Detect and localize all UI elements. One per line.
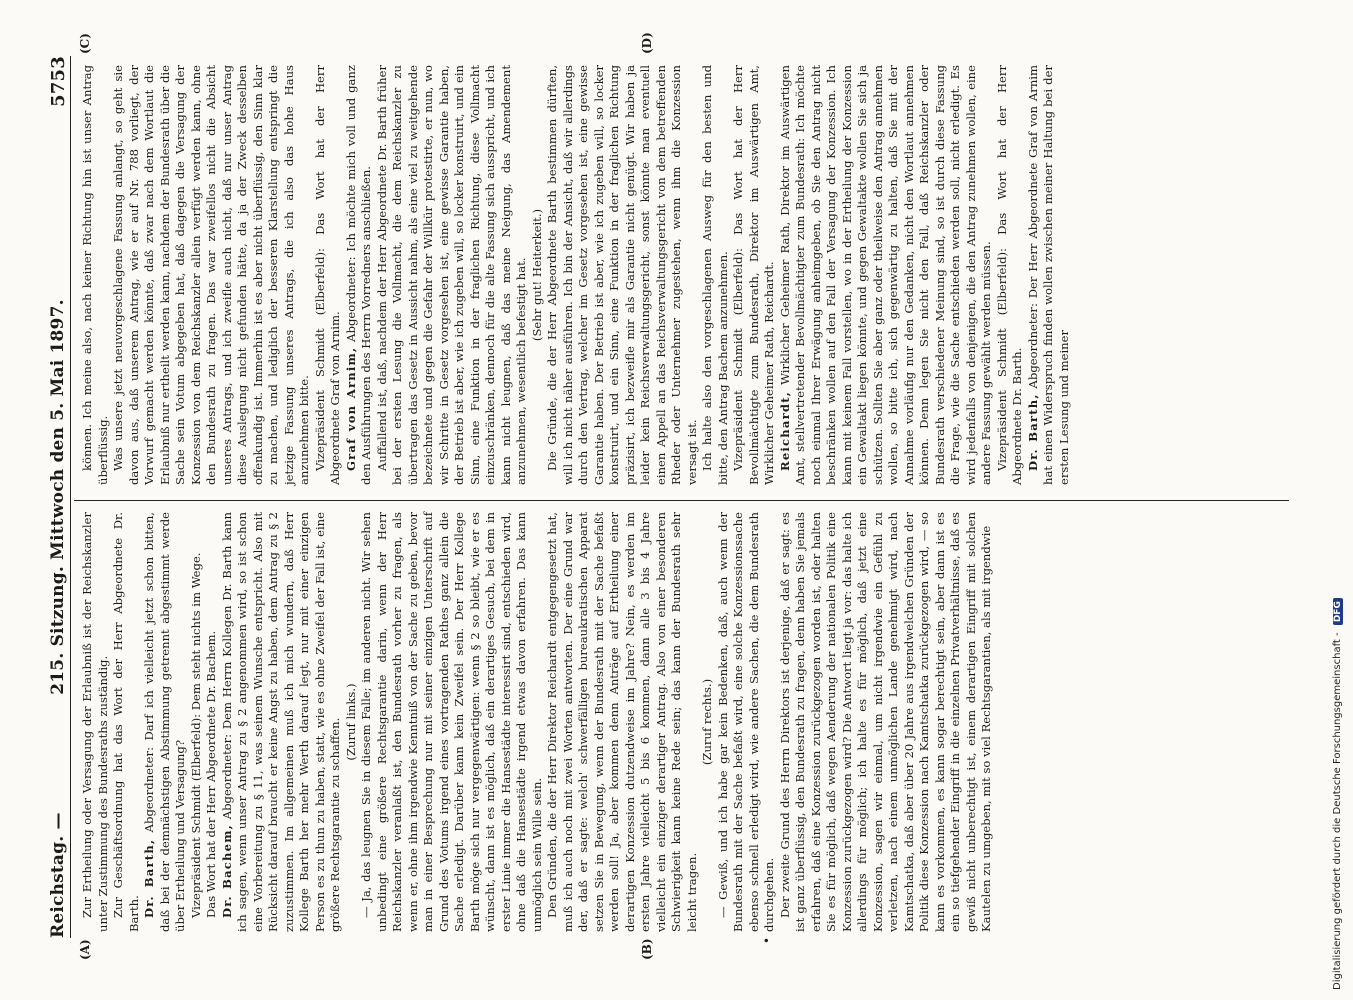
stage-direction [530, 65, 546, 485]
paragraph [80, 512, 111, 932]
paragraph [204, 512, 220, 932]
paragraph-text: Vizepräsident Schmidt (Elberfeld): Das Wort hat der Herr Bevollmächtigte zum Bundesrath, Direktor im Auswärtigen Amt, Wirklicher Geheimer Rath, Reichardt. [731, 65, 776, 485]
paragraph [700, 65, 731, 485]
margin-bullet: • [760, 936, 774, 944]
paragraph-text: Vizepräsident Schmidt (Elberfeld): Das Wort hat der Herr Abgeordnete Graf von Arnim. [312, 65, 342, 485]
paragraph [1026, 65, 1073, 485]
left-column [80, 512, 995, 932]
paragraph [375, 65, 530, 485]
paragraph [545, 65, 700, 485]
paragraph-text: Abgeordneter: Der Herr Abgeordnete Graf von Arnim hat einen Widerspruch finden wollen zwischen meiner Haltung bei der ersten Lesung und meiner [1025, 65, 1071, 485]
paragraph-text: Ich halte also den vorgeschlagenen Ausweg für den besten und bitte, den Antrag Bachem anzunehmen. [700, 65, 730, 485]
paragraph-text: — Gewiß, und ich habe gar kein Bedenken, daß, auch wenn der Bundesrath mit der Sache befaßt wird, eine solche Konzessionssache ebenso schnell erledigt wird, wie andere Sachen, die dem Bundesrath durchgehen. [715, 512, 776, 932]
paragraph [731, 65, 778, 485]
margin-label-d: (D) [640, 32, 654, 54]
paragraph-text: (Zuruf links.) [343, 683, 358, 761]
paragraph-text: (Zuruf rechts.) [700, 678, 714, 766]
speaker-name: Dr. Barth, [142, 838, 156, 918]
paragraph [220, 512, 344, 932]
speaker-name: Graf von Arnim, [343, 346, 358, 471]
paragraph-text: Die Gründe, die der Herr Abgeordnete Barth bestimmen dürften, will ich nicht näher ausführen. Ich bin der Ansicht, daß wir allerdings durch den Vertrag, welcher im Gesetz vorgesehen ist, eine gewisse Garantie haben. Der Betrieb ist aber, wie ich zugeben will, so locker konstruirt, und ein Sinn, eine Funktion in der fraglichen Richtung präzisirt, ich bezweifle mir als Garantie nicht genügt. Wir haben ja leider kein Reichsverwaltungsgericht, sonst könnte man eventuell einen Appell an das Reichsverwaltungsgericht von dem betreffenden Rheder oder Unternehmer zugestehen, wenn ihm die Konzession versagt ist. [545, 65, 699, 485]
page-header [44, 56, 72, 938]
paragraph [111, 512, 142, 932]
paragraph [995, 65, 1026, 485]
paragraph [778, 512, 995, 932]
margin-label-a: (A) [78, 939, 92, 960]
paragraph-text: Wirklicher Geheimer Rath, Direktor im Auswärtigen Amt, stellvertretender Bevollmächtigter zum Bundesrath: Ich möchte noch einmal Ihrer Erwägung anheimgeben, ob Sie den Antrag nicht beschränken wollen auf den Fall der Versagung der Konzession. Ich kann mit keinem Fall vorstellen, wo in der Ertheilung der Konzession ein Gewaltakt liegen könnte, und gegen Gewaltakte wollen Sie sich ja schützen. Sollten Sie aber ganz oder theilweise den Antrag annehmen wollen, so bitte ich, sich gegenwärtig zu halten, daß Sie mit der Annahme vorläufig nur den Gedanken, nicht den Wortlaut annehmen können. Denn legen Sie nicht den Fall, daß Reichskanzler oder Bundesrath verschiedener Meinung sind, so ist durch diese Fassung die Frage, wie die Sache entschieden werden soll, nicht erledigt. Es wird jedenfalls von denjenigen, die den Antrag zunehmen wollen, eine andere Fassung gewählt werden müssen. [777, 65, 993, 485]
paragraph-text: Der zweite Grund des Herrn Direktors ist derjenige, daß er sagt: es ist ganz überflüssig, den Bundesrath zu fragen, denn haben Sie jemals erfahren, daß eine Konzession zurückgezogen worden ist, oder halten Sie es für möglich, daß wegen Aenderung der nationalen Politik eine Konzession zurückgezogen wird? Die Antwort liegt ja vor: das halte ich allerdings für möglich; ich halte es für möglich, daß jetzt eine Konzession, sagen wir einmal, um nicht irgendwie ein Gefühl zu verletzen, nach einem unmöglichen Lande genehmigt wird, nach Kamtschatka, daß aber über 20 Jahre aus irgendwelchen Gründen der Politik diese Konzession nach Kamtschatka zurückgezogen wird, — so kann es vorkommen, es kann sogar berechtigt sein, aber dann ist es ein so tiefgehender Eingriff in die einzelnen Privatverhältnisse, daß es gewiß nicht unberechtigt ist, einem derartigen Eingriff mit solchen Kautelen zu umgeben, mit so viel Rechtsgarantien, als mit irgendwie [777, 512, 993, 932]
paragraph-text: Zur Ertheilung oder Versagung der Erlaubniß ist der Reichskanzler unter Zustimmung des Bundesraths zuständig. [80, 512, 110, 932]
paragraph [189, 512, 205, 932]
margin-label-c: (C) [78, 33, 92, 54]
paragraph-text: Auffallend ist, daß, nachdem der Herr Abgeordnete Dr. Barth früher bei der ersten Lesung die Vollmacht, die dem Reichskanzler zu übertragen das Gesetz in Aussicht nahm, als eine viel zu weitgehende bezeichnete und gegen die Gefahr der Willkür protestirte, er nun, wo wir Schritte in Gesetz vorgesehen ist, eine gewisse Garantie haben, der Betrieb ist aber, wie ich zugeben will, so locker konstruirt, und ein Sinn, eine Funktion in der fraglichen Richtung, diese Vollmacht einzuschränken, dennoch für die alte Fassung sich ausspricht, und ich kann nicht leugnen, daß das meine Neigung, das Amendement anzunehmen, wesentlich befestigt hat. [374, 65, 528, 485]
page-number: 5753 [48, 56, 69, 107]
paragraph-text: Zur Geschäftsordnung hat das Wort der Herr Abgeordnete Dr. Barth. [111, 512, 141, 932]
header-rule [70, 56, 71, 938]
paragraph [111, 65, 313, 485]
column-divider [74, 500, 1289, 501]
paragraph [313, 65, 344, 485]
digitization-footer [1332, 598, 1343, 990]
paragraph [359, 512, 545, 932]
paragraph-text: Das Wort hat der Herr Abgeordnete Dr. Bachem. [204, 630, 218, 918]
paragraph-text: Vizepräsident Schmidt (Elberfeld): Dem steht nichts im Wege. [188, 552, 203, 918]
paragraph-text: Was unsere jetzt neuvorgeschlagene Fassung anlangt, so geht sie davon aus, daß unserem Antrag, wie er auf Nr. 788 vorliegt, der Vorwurf gemacht werden könnte, daß zwar nach dem Wortlaut die Erlaubniß nur ertheilt werden kann, nachdem der Bundesrath über die Sache sein Votum abgegeben hat, daß dagegen die Versagung der Konzession von dem Reichskanzler allein verfügt werden kann, ohne den Bundesrath zu fragen. Das war zweifellos nicht die Absicht unseres Antrags, und ich zweifle auch nicht, daß nur unser Antrag diese Auslegung nicht gefunden hätte, da ja der Zweck desselben offenkundig ist. Immerhin ist es aber nicht überflüssig, den Sinn klar zu machen, und lediglich der besseren Klarstellung entspringt die jetzige Fassung unseres Antrags, die ich also das hohe Haus anzunehmen bitte. [111, 65, 311, 485]
paragraph-text: Den Gründen, die der Herr Direktor Reichardt entgegengesetzt hat, muß ich auch noch mit zwei Worten antworten. Der eine Grund war der, daß er sagte: welch' schwerfälligen bureaukratischen Apparat setzen Sie in Bewegung, wenn der Bundesrath mit der Sache befaßt werden soll! Ja, aber kommen denn Anträge auf Ertheilung einer derartigen Konzession dutzendweise im Jahre? Nein, es werden im ersten Jahre vielleicht 5 bis 6 kommen, dann alle 3 bis 4 Jahre vielleicht ein einziger derartiger Antrag. Also von einer besonderen Schwierigkeit kann keine Rede sein; das kann der Bundesrath sehr leicht tragen. [545, 512, 699, 932]
paragraph-text: Abgeordneter: Dem Herrn Kollegen Dr. Barth kann ich sagen, wenn unser Antrag zu § 2 angenommen wird, so ist schon eine Vorbereitung zu § 11, was seinem Wunsche entspricht. Also mit Rücksicht darauf braucht er keine Angst zu haben, dem Antrag zu § 2 zuzustimmen. Im allgemeinen muß ich mich wundern, daß Herr Kollege Barth her mehr Werth darauf legt, nur mit einer einzigen Person es zu thun zu haben, statt, wie es ohne Zweifel der Fall ist, eine größere Rechtsgarantie zu schaffen. [219, 512, 342, 932]
dfg-logo: DFG [1333, 598, 1343, 625]
paragraph [80, 65, 111, 485]
paragraph-text: (Sehr gut! Heiterkeit.) [529, 208, 544, 342]
header-left: Reichstag. — [48, 812, 68, 938]
footer-text: Digitalisierung gefördert durch die Deutsche Forschungsgemeinschaft - [1332, 632, 1343, 990]
paragraph [778, 65, 995, 485]
paragraph [142, 512, 189, 932]
stage-direction [344, 512, 360, 932]
paragraph-text: Abgeordneter: Darf ich vielleicht jetzt schon bitten, daß bei der demnächstigen Abstimmung getrennt abgestimmt werde über Ertheilung und Versagung? [142, 512, 187, 932]
stage-direction [700, 512, 716, 932]
speaker-name: Reichardt, [777, 390, 792, 471]
paragraph-text: — Ja, das leugnen Sie in diesem Falle; im anderen nicht. Wir sehen unbedingt eine größere Rechtsgarantie darin, wenn der Herr Reichskanzler veranlaßt ist, den Bundesrath vorher zu fragen, als wenn er, ohne ihm irgendwie Kenntniß von der Sache zu geben, bevor man in einer Besprechung nur mit seiner einzigen Unterschrift auf Grund des Votums irgend eines vortragenden Rathes ganz allein die Sache erledigt. Darüber kann kein Zweifel sein. Der Herr Kollege Barth möge sich nur vergegenwärtigen: wenn § 2 so bleibt, wie er es wünscht, dann ist es möglich, daß ein derartiges Gesuch, bei dem in erster Linie immer die Hansestädte interessirt sind, entschieden wird, ohne daß die Hansestädte irgend etwas davon erfahren. Das kann unmöglich sein Wille sein. [359, 512, 544, 932]
header-session-date: 215. Sitzung. Mittwoch den 5. Mai 1897. [48, 299, 68, 695]
paragraph-text: Vizepräsident Schmidt (Elberfeld): Das Wort hat der Herr Abgeordnete Dr. Barth. [994, 65, 1024, 485]
speaker-name: Dr. Barth, [1025, 393, 1040, 471]
speaker-name: Dr. Bachem, [219, 824, 234, 918]
margin-label-b: (B) [640, 938, 654, 960]
paragraph-text: Abgeordneter: Ich möchte mich voll und ganz den Ausführungen des Herrn Vorredners anschließen. [343, 65, 373, 485]
paragraph [344, 65, 375, 485]
paragraph [716, 512, 778, 932]
right-column [80, 65, 1072, 485]
paragraph-text: können. Ich meine also, nach keiner Richtung hin ist unser Antrag überflüssig. [80, 65, 110, 485]
paragraph [545, 512, 700, 932]
